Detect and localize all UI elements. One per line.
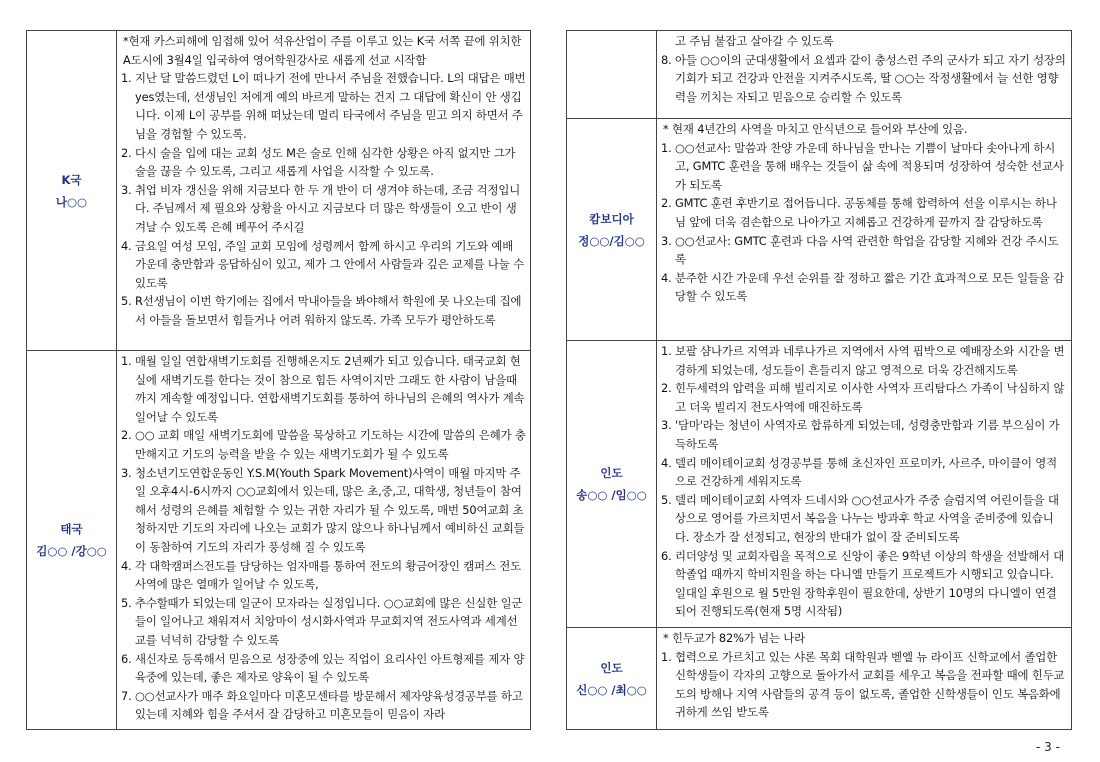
list-item: [661, 379, 1067, 416]
list-item-text: 지난 달 말씀드렸던 L이 떠나기 전에 만나서 주님을 전했습니다. L의 대답은 매번 yes였는데, 선생님인 저에게 예의 바르게 말하는 건지 그 대답에 확신이 안 생깁니다. 이제 L이 공부를 위해 떠났는데 멀리 타국에서 주님을 믿고 의지 하면서 주님을 경험할 수 있도록.: [135, 71, 526, 141]
list-item-text: 협력으로 가르치고 있는 샤론 목회 대학원과 벧엘 뉴 라이프 신학교에서 졸업한 신학생들이 각자의 고향으로 돌아가서 교회를 세우고 복음을 전파할 때에 힌두교도의 방해나 지역 사람들의 공격 등이 없도록, 졸업한 신학생들이 인도 복음화에 귀하게 쓰임 받도록: [675, 649, 1065, 720]
list-item-text: 아들 ○○이의 군대생활에서 요셉과 같이 충성스런 주의 군사가 되고 자기 성장의 기회가 되고 건강과 안전을 지켜주시도록, 딸 ○○는 작정생활에서 늘 선한 영향력을 끼치는 자되고 믿음으로 승리할 수 있도록: [675, 52, 1066, 104]
list-item: [121, 426, 526, 463]
list-item: [661, 342, 1067, 379]
missionary-name-cell: [567, 31, 657, 119]
missionary-names: 정○○/김○○: [578, 233, 645, 248]
context-note: * 현재 4년간의 사역을 마치고 안식년으로 들어와 부산에 있음.: [663, 122, 968, 136]
list-item-text: 리더양성 및 교회자립을 목적으로 신앙이 좋은 9학년 이상의 학생을 선발해서 대학졸업 때까지 학비지원을 하는 다니엘 만들기 프로젝트가 시행되고 있습니다. 일대일 후원으로 월 5만원 장학후원이 필요한데, 상반기 10명의 다니엘이 연결되어 진행되도록(현재 5명 시작됨): [675, 548, 1065, 619]
list-item: [661, 648, 1067, 722]
list-item: [121, 650, 526, 687]
list-item: [661, 194, 1067, 231]
list-item-text: 매월 일일 연합새벽기도회를 진행해온지도 2년째가 되고 있습니다. 태국교회 현실에 새벽기도를 한다는 것이 참으로 힘든 사역이지만 그래도 한 사람이 남을때까지 계속할 예정입니다. 연합새벽기도회를 통하여 하나님의 은혜의 역사가 계속 일어날 수 있도록: [135, 354, 525, 424]
list-item-text: ○○ 교회 매일 새벽기도회에 말씀을 묵상하고 기도하는 시간에 말씀의 은혜가 충만해지고 기도의 능력을 받을 수 있는 새벽기도회가 될 수 있도록: [135, 428, 526, 461]
prayer-content-cell: [657, 628, 1072, 730]
country-label: 태국: [60, 522, 83, 536]
country-label: 인도: [600, 466, 623, 480]
prayer-list: [661, 139, 1067, 306]
list-item-text: 델리 메이테이교회 성경공부를 통해 초신자인 프로미카, 사르주, 마이클이 영적으로 건강하게 세워지도록: [675, 455, 1058, 489]
list-item-text: 보팔 샴나가르 지역과 네루나가르 지역에서 사역 핍박으로 예배장소와 시간을 변경하게 되었는데, 성도들이 흔들리지 않고 영적으로 더욱 강건해지도록: [675, 344, 1065, 377]
context-note: *현재 카스피해에 임접해 있어 석유산업이 주를 이루고 있는 K국 서쪽 끝에 위치한 A도시에 3월4일 입국하여 영어학원강사로 새롭게 선교 시작함: [123, 34, 522, 67]
list-item: [661, 232, 1067, 269]
missionary-names: 김○○ /강○○: [36, 544, 107, 558]
list-item-text: ○○선교사: GMTC 훈련과 다음 사역 관련한 학업을 감당할 지혜와 건강 주시도록: [675, 233, 1059, 267]
missionary-name-cell: [27, 31, 117, 351]
list-item-text: 금요일 여성 모임, 주일 교회 모임에 성령께서 함께 하시고 우리의 기도와 예배 가운데 충만함과 응답하심이 있고, 제가 그 안에서 사람들과 깊은 교제를 나눌 수 있도록: [135, 238, 524, 290]
prayer-content-cell: [657, 31, 1072, 119]
list-item: [121, 594, 526, 650]
list-item: [121, 181, 526, 237]
list-item: [661, 547, 1067, 621]
table-row: [27, 351, 531, 730]
right-prayer-table: [566, 30, 1072, 730]
list-item: [121, 687, 526, 724]
table-row: [567, 31, 1072, 119]
list-item-text: '담마'라는 청년이 사역자로 합류하게 되었는데, 성령충만함과 기름 부으심이 가득하도록: [675, 418, 1060, 451]
prayer-list: [661, 342, 1067, 621]
prayer-content-cell: [117, 31, 531, 351]
list-item: [121, 557, 526, 594]
missionary-names: 나○○: [55, 194, 88, 209]
missionary-name-cell: [27, 351, 117, 730]
prayer-content-cell: [657, 119, 1072, 341]
list-item-text: GMTC 훈련 후반기로 접어듭니다. 공동체를 통해 합력하여 선을 이루시는 하나님 앞에 더욱 겸손함으로 나아가고 지혜롭고 건강하게 끝까지 잘 감당하도록: [675, 196, 1057, 229]
list-item-text: 각 대학캠퍼스전도를 담당하는 엄자매를 통하여 전도의 황금어장인 캠퍼스 전도사역에 많은 열매가 일어날 수 있도록,: [135, 558, 521, 592]
context-note: * 힌두교가 82%가 넘는 나라: [663, 631, 805, 645]
list-item: [661, 416, 1067, 453]
list-item: [661, 491, 1067, 547]
page-number: - 3 -: [1036, 740, 1060, 754]
missionary-names: 신○○ /최○○: [576, 682, 647, 697]
country-label: 캄보디아: [589, 211, 634, 226]
list-item: [661, 454, 1067, 491]
list-item: [121, 464, 526, 557]
list-item: [661, 51, 1067, 107]
list-item-text: 새신자로 등록해서 믿음으로 성장중에 있는 직업이 요리사인 아트형제를 제자 양육중에 있는데, 좋은 제자로 양육이 될 수 있도록: [135, 651, 525, 685]
left-prayer-table: [26, 30, 531, 730]
list-item-text: 분주한 시간 가운데 우선 순위를 잘 정하고 짧은 기간 효과적으로 모든 일들을 감당할 수 있도록: [675, 270, 1064, 304]
list-item-text: 힌두세력의 압력을 피해 빌리지로 이사한 사역자 프리탐다스 가족이 낙심하지 않고 더욱 빌리지 전도사역에 매진하도록: [675, 381, 1065, 414]
list-item: [121, 144, 526, 181]
list-item-text: 청소년기도연합운동인 Y.S.M(Youth Spark Movement)사역이 매월 마지막 주일 오후4시-6시까지 ○○교회에서 있는데, 많은 초,중,고, 대학생, 청년들이 참여해서 성령의 은혜를 체험할 수 있는 귀한 자리가 될 수 있도록, 매번 50여교회 초청하지만 기도의 자리에 나오는 교회가 많지 않으나 하나님께서 예비하신 교회들이 동참하여 기도의 자리가 풍성해 질 수 있도록: [135, 465, 525, 554]
list-item: [121, 237, 526, 293]
prayer-list: [661, 648, 1067, 722]
list-item: [661, 269, 1067, 306]
country-label: 인도: [600, 660, 623, 675]
list-item-text: 취업 비자 갱신을 위해 지금보다 한 두 개 반이 더 생겨야 하는데, 조금 걱정입니다. 주님께서 제 필요와 상황을 아시고 지금보다 더 많은 학생들이 오고 반이 생겨날 수 있도록 은혜 베푸어 주시길: [135, 182, 521, 234]
missionary-name-cell: [567, 119, 657, 341]
prayer-content-cell: [657, 341, 1072, 628]
list-item-text: 다시 술을 입에 대는 교회 성도 M은 술로 인해 심각한 상황은 아직 없지만 그가 술을 끊을 수 있도록, 그리고 새롭게 사업을 시작할 수 있도록.: [135, 145, 516, 179]
list-item-text: 추수할때가 되었는데 일군이 모자라는 실정입니다. ○○교회에 많은 신실한 일군들이 일어나고 채워져서 치앙마이 성시화사역과 무교회지역 전도사역과 세계선교를 넉넉히 감당할 수 있도록: [135, 595, 523, 647]
table-row: [567, 119, 1072, 341]
missionary-name-cell: [567, 628, 657, 730]
list-item-text: ○○선교사가 매주 화요일마다 미혼모센타를 방문해서 제자양육성경공부를 하고 있는데 지혜와 힘을 주셔서 잘 감당하고 미혼모들이 믿음이 자라: [135, 688, 523, 722]
prayer-content-cell: [117, 351, 531, 730]
prayer-list: [661, 51, 1067, 107]
prayer-list: [121, 352, 526, 724]
continued-text: 고 주님 붙잡고 살아갈 수 있도록: [675, 34, 834, 48]
country-label: K국: [61, 172, 82, 187]
list-item: [121, 292, 526, 329]
table-row: [567, 341, 1072, 628]
list-item-text: 델리 메이테이교회 사역자 드네시와 ○○선교사가 주중 슬럼지역 어린이들을 대상으로 영어를 가르치면서 복음을 나누는 방과후 학교 사역을 준비중에 있습니다. 장소가 잘 선정되고, 현장의 반대가 없이 잘 준비되도록: [675, 492, 1059, 544]
list-item: [661, 139, 1067, 195]
table-row: [567, 628, 1072, 730]
prayer-list: [121, 69, 526, 329]
list-item-text: ○○선교사: 말씀과 찬양 가운데 하나님을 만나는 기쁨이 날마다 솟아나게 하시고, GMTC 훈련을 통해 배우는 것들이 삶 속에 적용되며 성장하여 성숙한 선교사가 되도록: [675, 140, 1064, 192]
missionary-name-cell: [567, 341, 657, 628]
list-item: [121, 352, 526, 426]
missionary-names: 송○○ /임○○: [576, 488, 647, 502]
list-item: [121, 69, 526, 143]
list-item-text: R선생님이 이번 학기에는 집에서 막내아들을 봐야해서 학원에 못 나오는데 집에서 아들을 돌보면서 힘들거나 어려 워하지 않도록. 가족 모두가 평안하도록: [135, 294, 522, 327]
table-row: [27, 31, 531, 351]
